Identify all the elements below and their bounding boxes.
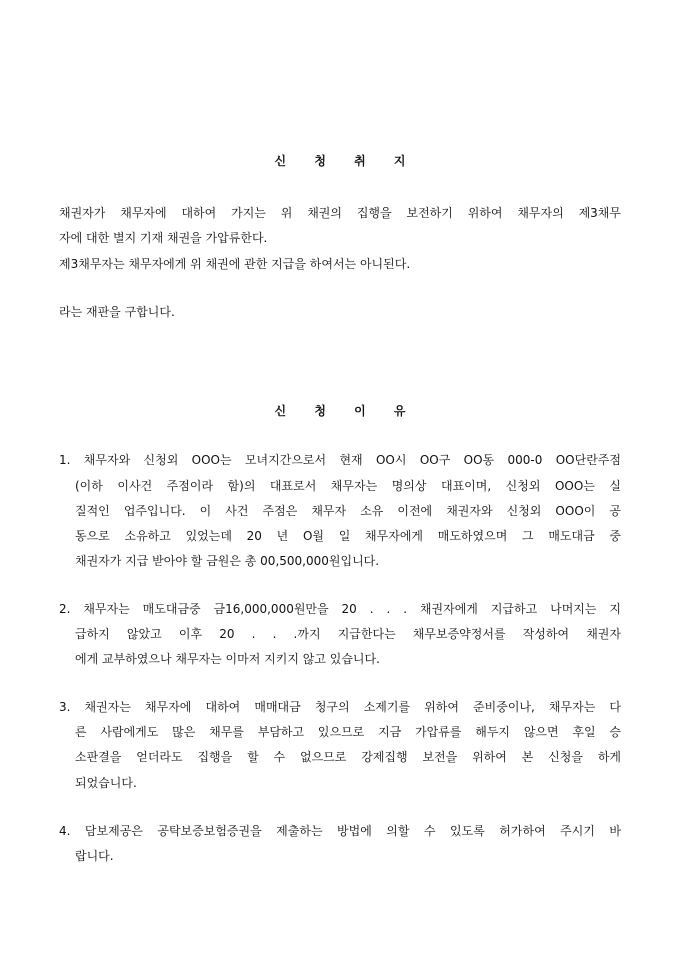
purpose-line: 채권자가 채무자에 대하여 가지는 위 채권의 집행을 보전하기 위하여 채무자의 제3채무 (59, 206, 621, 220)
reason-4-line: 4. 담보제공은 공탁보증보험증권을 제출하는 방법에 의할 수 있도록 허가하여 주시기 바 (59, 824, 621, 838)
reason-2-line: 에게 교부하였으나 채무자는 이마저 지키지 않고 있습니다. (75, 652, 380, 666)
reason-2-line: 2. 채무자는 매도대금중 금16,000,000원만을 20 . . . 채권자에게 지급하고 나머지는 지 (59, 602, 621, 616)
reason-4-line: 랍니다. (75, 849, 114, 863)
reason-1-line: 질적인 업주입니다. 이 사건 주점은 채무자 소유 이전에 채권자와 신청외 OOO이 공 (75, 504, 621, 518)
reasons-heading-char: 청 (314, 404, 326, 418)
reasons-heading-char: 신 (274, 404, 287, 418)
purpose-heading-char: 지 (393, 154, 406, 168)
reason-3-line: 소판결을 얻더라도 집행을 할 수 없으므로 강제집행 보전을 위하여 본 신청을 하게 (75, 750, 621, 764)
reasons-heading (0, 402, 680, 419)
reason-1-line: 채권자가 지급 받아야 할 금원은 총 00,500,000원입니다. (75, 554, 380, 568)
reason-3-line: 른 사람에게도 많은 채무를 부담하고 있으므로 지금 가압류를 해두지 않으면 후일 승 (75, 725, 621, 739)
reason-3-line: 되었습니다. (75, 776, 137, 790)
reason-1-line: 동으로 소유하고 있었는데 20 년 O월 일 채무자에게 매도하였으며 그 매도대금 중 (75, 529, 621, 543)
purpose-heading-char: 취 (354, 154, 366, 168)
purpose-heading-char: 청 (314, 154, 326, 168)
purpose-heading-char: 신 (274, 154, 287, 168)
purpose-heading (0, 152, 680, 169)
reason-1-line: 1. 채무자와 신청외 OOO는 모녀지간으로서 현재 OO시 OO구 OO동 000-0 OO단란주점 (59, 453, 621, 467)
reason-1-line: (이하 이사건 주점이라 함)의 대표로서 채무자는 명의상 대표이며, 신청외 OOO는 실 (75, 479, 621, 493)
purpose-line: 제3채무자는 채무자에게 위 채권에 관한 지급을 하여서는 아니된다. (59, 257, 411, 271)
purpose-line: 자에 대한 별지 기재 채권을 가압류한다. (59, 231, 268, 245)
purpose-closing: 라는 재판을 구합니다. (59, 305, 175, 319)
reasons-heading-char: 유 (393, 404, 406, 418)
reasons-heading-char: 이 (354, 404, 366, 418)
reason-3-line: 3. 채권자는 채무자에 대하여 매매대금 청구의 소제기를 위하여 준비중이나, 채무자는 다 (59, 700, 621, 714)
reason-2-line: 급하지 않았고 이후 20 . . .까지 지급한다는 채무보증약정서를 작성하여 채권자 (75, 627, 621, 641)
